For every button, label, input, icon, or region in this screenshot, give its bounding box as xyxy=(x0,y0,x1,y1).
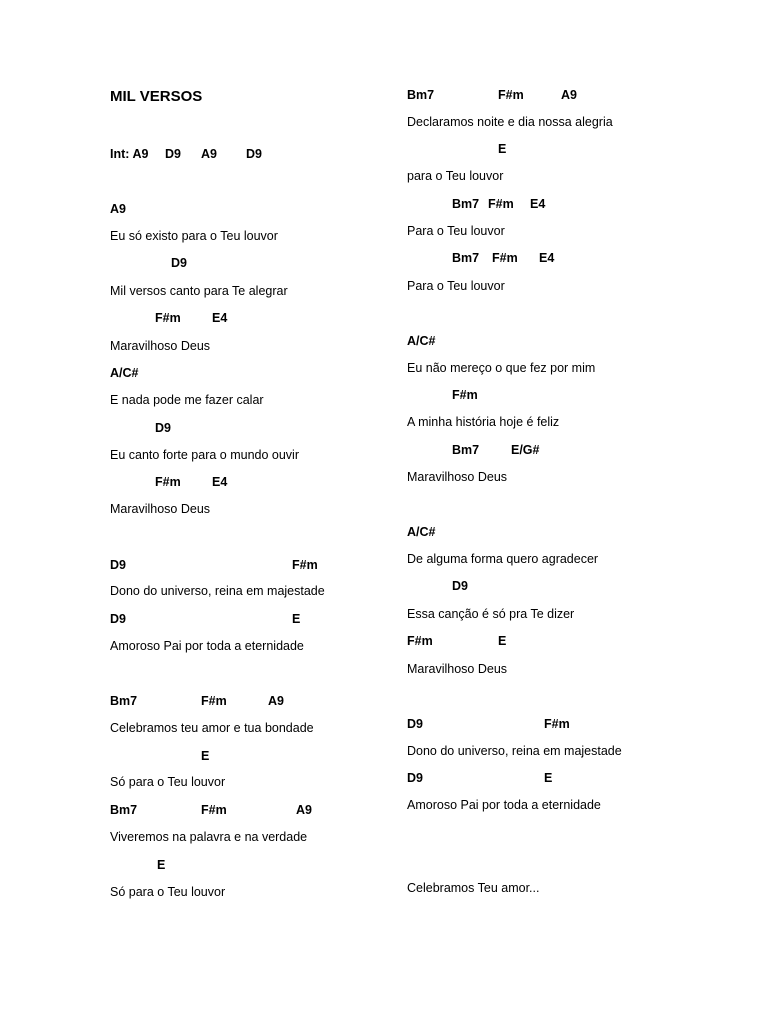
chord-line: F#m xyxy=(292,558,318,572)
chord-line: D9 xyxy=(110,558,126,572)
chord-line: E xyxy=(498,634,507,648)
lyric-line: De alguma forma quero agradecer xyxy=(407,552,599,566)
chord-line: E xyxy=(544,771,553,785)
chord-line: F#m xyxy=(407,634,433,648)
lyric-line: Só para o Teu louvor xyxy=(110,885,226,899)
chord-line: F#m xyxy=(488,197,514,211)
chord-line: Bm7 xyxy=(452,443,480,457)
chord-line: E4 xyxy=(530,197,546,211)
chord-line: A9 xyxy=(268,694,284,708)
lyric-line: Eu só existo para o Teu louvor xyxy=(110,229,278,243)
intro-chord: D9 xyxy=(165,147,181,161)
chord-line: E4 xyxy=(212,475,228,489)
chord-line: Bm7 xyxy=(452,251,480,265)
chord-line: E4 xyxy=(539,251,555,265)
chord-line: E xyxy=(201,749,210,763)
lyric-line: Maravilhoso Deus xyxy=(407,662,508,676)
chord-line: D9 xyxy=(452,579,468,593)
lyric-line: Mil versos canto para Te alegrar xyxy=(110,284,288,298)
chord-line: F#m xyxy=(155,311,181,325)
song-title: MIL VERSOS xyxy=(110,88,203,105)
lyric-line: Celebramos teu amor e tua bondade xyxy=(110,721,314,735)
lyric-line: para o Teu louvor xyxy=(407,169,504,183)
lyric-line: Maravilhoso Deus xyxy=(110,502,211,516)
chord-line: F#m xyxy=(544,717,570,731)
chord-line: F#m xyxy=(492,251,518,265)
chord-line: D9 xyxy=(110,612,126,626)
chord-line: A9 xyxy=(561,88,577,102)
chord-line: A9 xyxy=(110,202,126,216)
chord-line: A/C# xyxy=(407,334,436,348)
chord-line: Bm7 xyxy=(407,88,435,102)
lyric-line: Para o Teu louvor xyxy=(407,224,505,238)
intro-line xyxy=(110,146,310,162)
chord-line: F#m xyxy=(201,694,227,708)
lyric-line: E nada pode me fazer calar xyxy=(110,393,264,407)
lyric-line: Maravilhoso Deus xyxy=(110,339,211,353)
chord-line: F#m xyxy=(201,803,227,817)
lyric-line: Eu não mereço o que fez por mim xyxy=(407,361,596,375)
lyric-line: Celebramos Teu amor... xyxy=(407,881,540,895)
chord-line: F#m xyxy=(155,475,181,489)
chord-line: E4 xyxy=(212,311,228,325)
lyric-line: Maravilhoso Deus xyxy=(407,470,508,484)
intro-chord: Int: A9 xyxy=(110,147,149,161)
chord-line: D9 xyxy=(155,421,171,435)
chord-line: Bm7 xyxy=(452,197,480,211)
chord-line: E xyxy=(498,142,507,156)
lyric-line: A minha história hoje é feliz xyxy=(407,415,560,429)
lyric-line: Amoroso Pai por toda a eternidade xyxy=(110,639,304,653)
chord-line: A/C# xyxy=(407,525,436,539)
chord-line: E xyxy=(157,858,166,872)
chord-line: Bm7 xyxy=(110,694,138,708)
intro-chord: A9 xyxy=(201,147,217,161)
lyric-line: Dono do universo, reina em majestade xyxy=(110,584,325,598)
lyric-line: Só para o Teu louvor xyxy=(110,775,226,789)
chord-line: D9 xyxy=(171,256,187,270)
chord-line: Bm7 xyxy=(110,803,138,817)
lyric-line: Dono do universo, reina em majestade xyxy=(407,744,622,758)
lyric-line: Para o Teu louvor xyxy=(407,279,505,293)
lyric-line: Declaramos noite e dia nossa alegria xyxy=(407,115,613,129)
chord-line: D9 xyxy=(407,717,423,731)
intro-chord: D9 xyxy=(246,147,262,161)
chord-line: A/C# xyxy=(110,366,139,380)
chord-line: E/G# xyxy=(511,443,540,457)
lyric-line: Eu canto forte para o mundo ouvir xyxy=(110,448,300,462)
lyric-line: Amoroso Pai por toda a eternidade xyxy=(407,798,601,812)
chord-line: D9 xyxy=(407,771,423,785)
chord-line: A9 xyxy=(296,803,312,817)
chord-line: E xyxy=(292,612,301,626)
chord-line: F#m xyxy=(498,88,524,102)
lyric-line: Viveremos na palavra e na verdade xyxy=(110,830,308,844)
chord-line: F#m xyxy=(452,388,478,402)
lyric-line: Essa canção é só pra Te dizer xyxy=(407,607,575,621)
